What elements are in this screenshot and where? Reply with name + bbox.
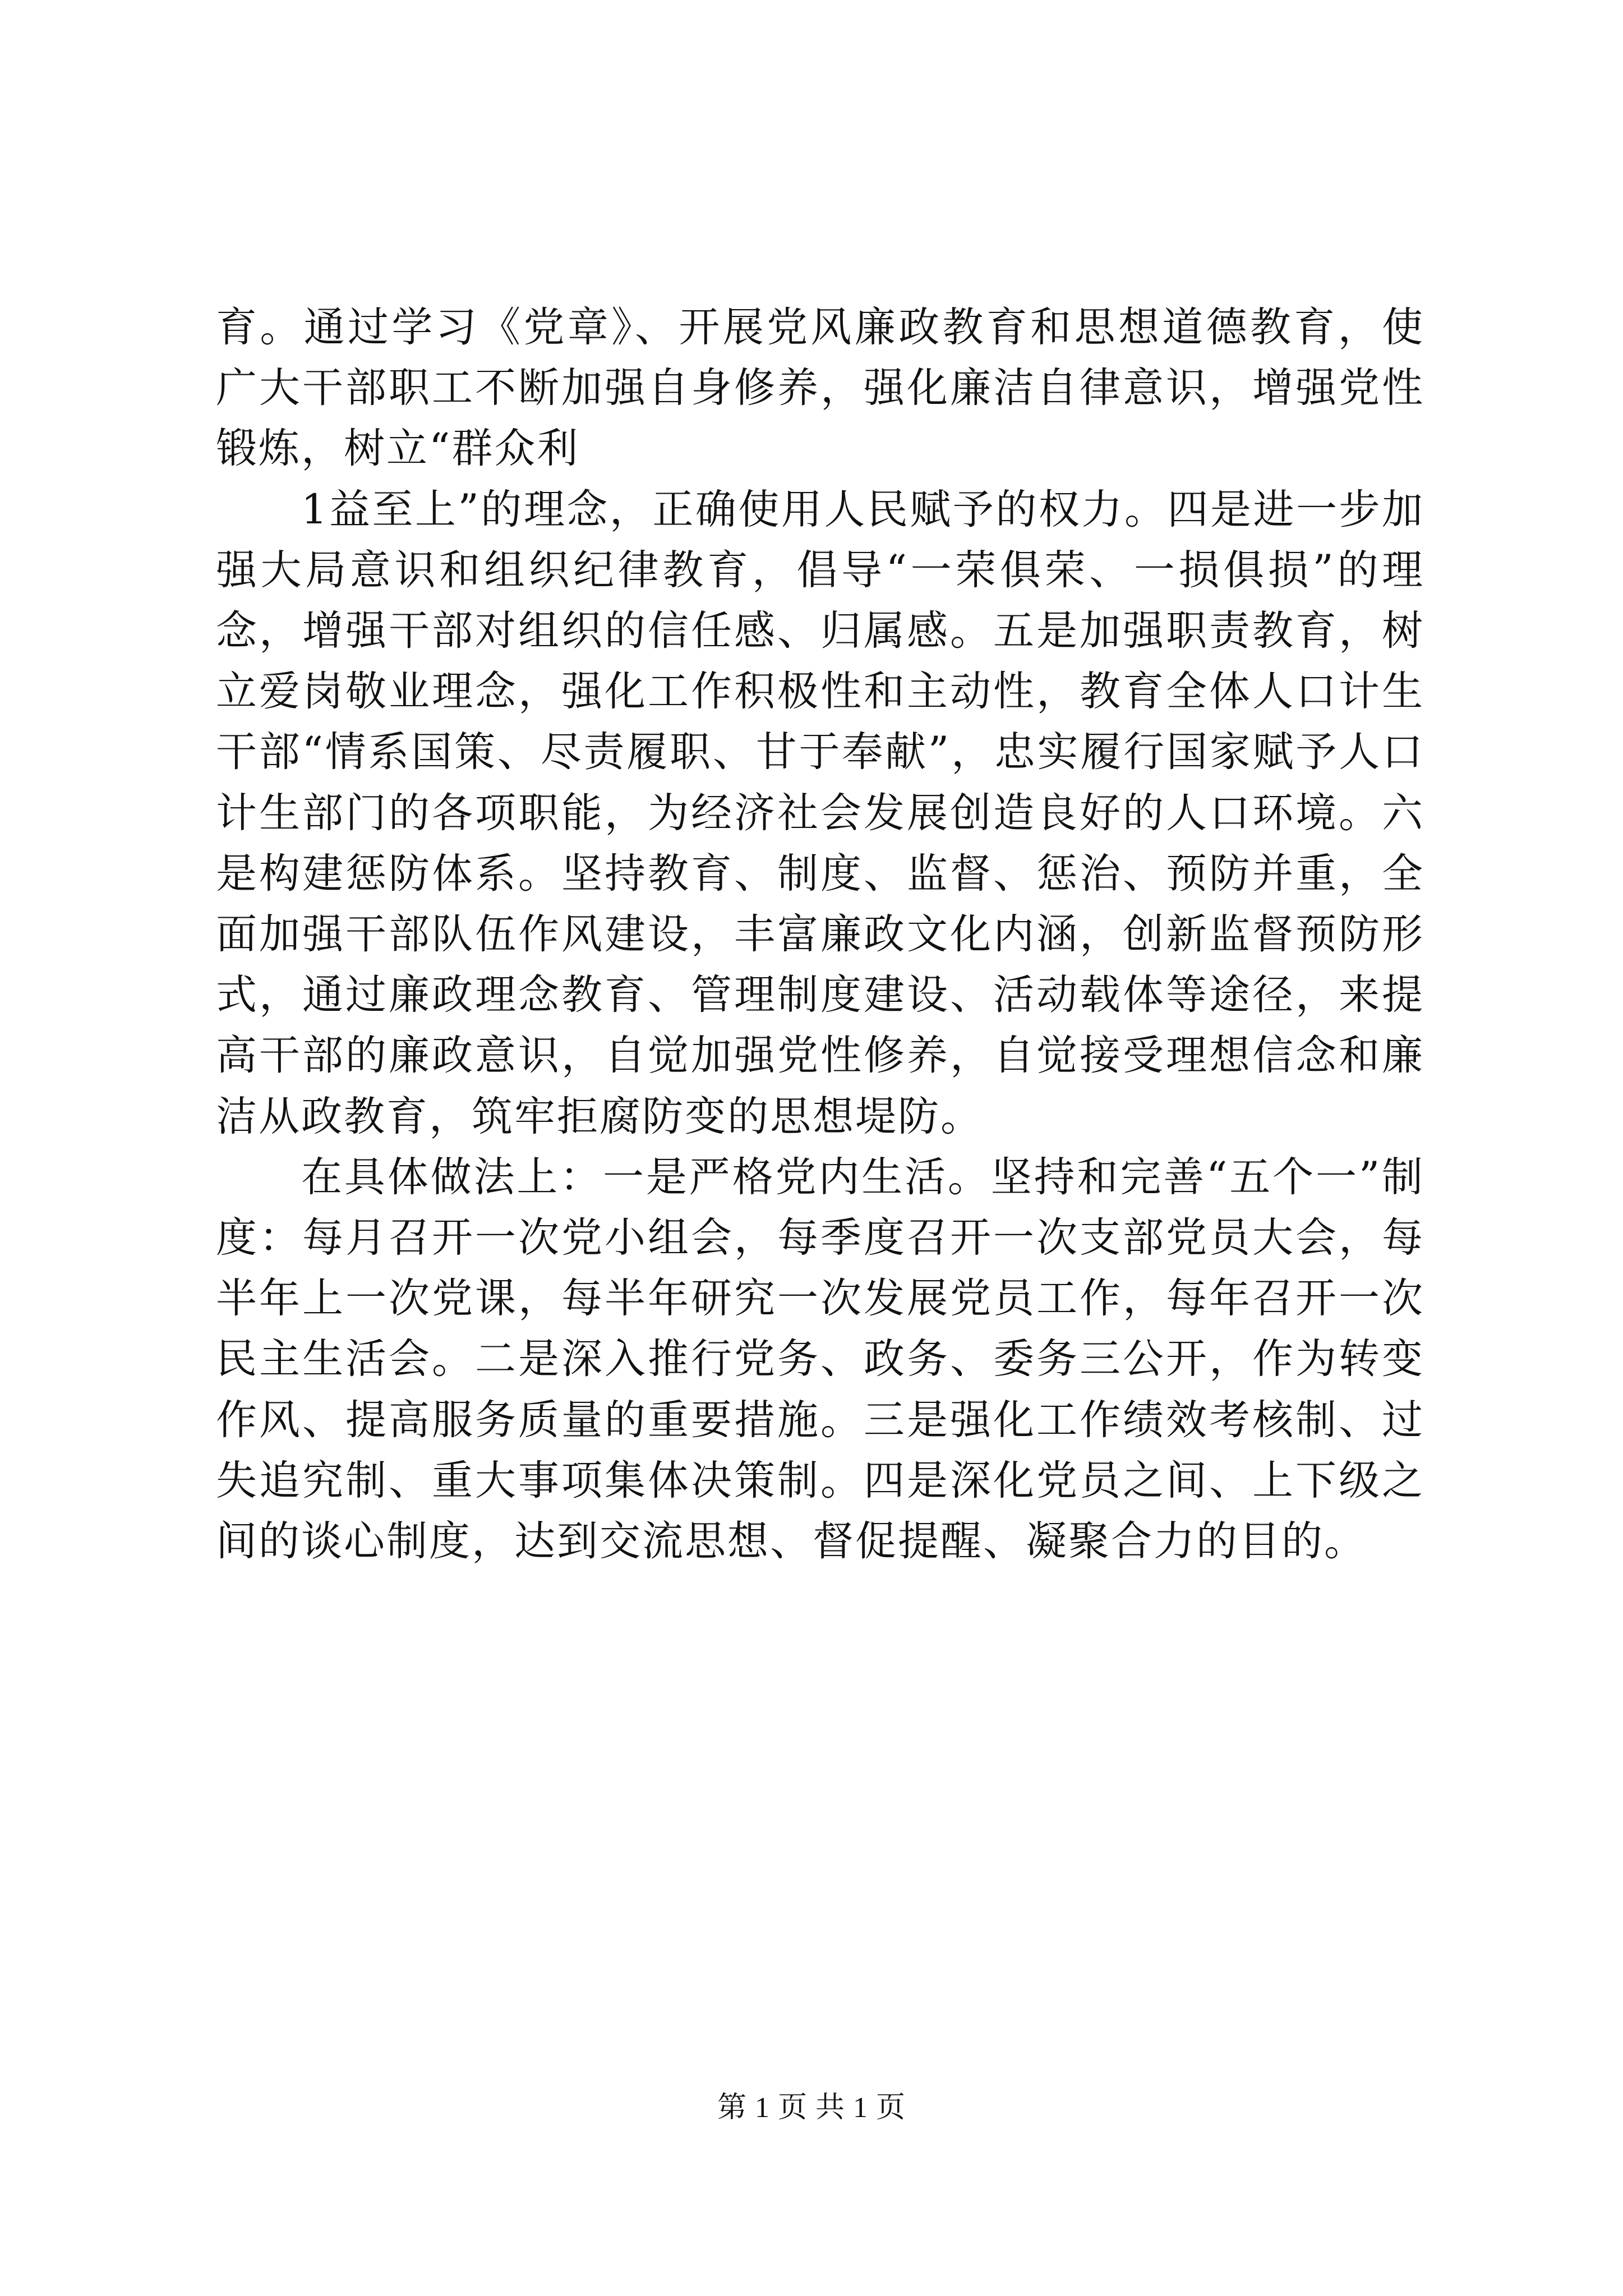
paragraph-continuation: 育。通过学习《党章》、开展党风廉政教育和思想道德教育，使广大干部职工不断加强自身修养，强化廉洁自律意识，增强党性锻炼，树立“群众利 xyxy=(216,303,1424,473)
paragraph-education-principles: 1益至上”的理念，正确使用人民赋予的权力。四是进一步加强大局意识和组织纪律教育，倡导“一荣俱荣、一损俱损”的理念，增强干部对组织的信任感、归属感。五是加强职责教育，树立爱岗敬业理念，强化工作积极性和主动性，教育全体人口计生干部“情系国策、尽责履职、甘于奉献”，忠实履行国家赋予人口计生部门的各项职能，为经济社会发展创造良好的人口环境。六是构建惩防体系。坚持教育、制度、监督、惩治、预防并重，全面加强干部队伍作风建设，丰富廉政文化内涵，创新监督预防形式，通过廉政理念教育、管理制度建设、活动载体等途径，来提高干部的廉政意识，自觉加强党性修养，自觉接受理想信念和廉洁从政教育，筑牢拒腐防变的思想堤防。 xyxy=(216,485,1424,1140)
page-number-footer: 第 1 页 共 1 页 xyxy=(717,2092,906,2124)
paragraph-specific-practices: 在具体做法上：一是严格党内生活。坚持和完善“五个一”制度：每月召开一次党小组会，每季度召开一次支部党员大会，每半年上一次党课，每半年研究一次发展党员工作，每年召开一次民主生活会。二是深入推行党务、政务、委务三公开，作为转变作风、提高服务质量的重要措施。三是强化工作绩效考核制、过失追究制、重大事项集体决策制。四是深化党员之间、上下级之间的谈心制度，达到交流思想、督促提醒、凝聚合力的目的。 xyxy=(216,1153,1424,1566)
document-body xyxy=(216,297,1424,1572)
